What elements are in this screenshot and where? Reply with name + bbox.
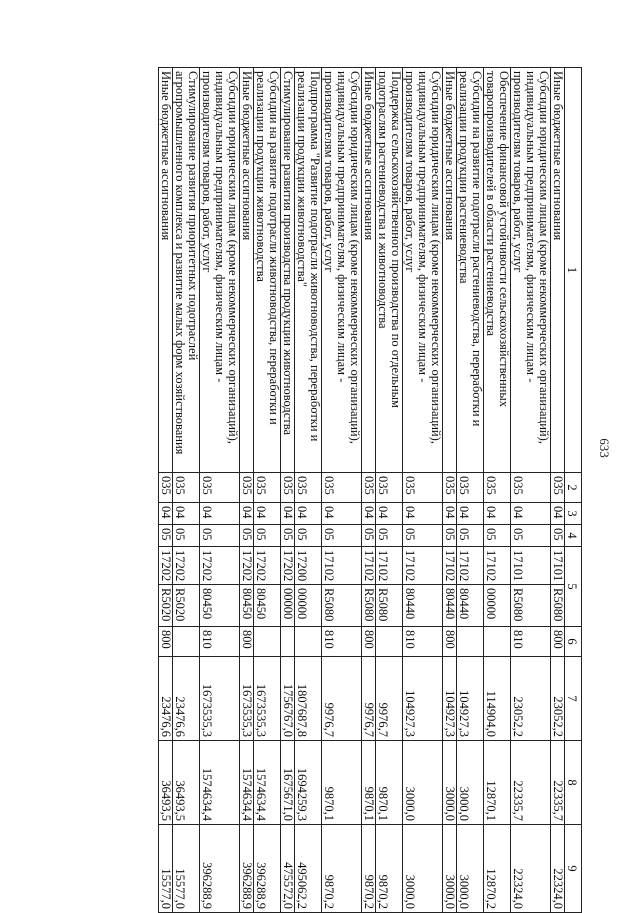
row-name: Субсидии юридическим лицам (кроме некоммерческих организаций), индивидуальным предпринимателям, физическим лицам - производителям товаров, работ, услуг <box>511 68 551 473</box>
row-expense-type <box>254 627 281 657</box>
row-expense-type: 810 <box>200 627 240 657</box>
row-name: Иные бюджетные ассигнования <box>443 68 457 473</box>
row-amount-col7: 104927,3 <box>443 657 457 741</box>
row-amount-col9: 15577,0 <box>173 825 200 913</box>
row-expense-type: 800 <box>240 627 254 657</box>
table-row <box>295 68 322 913</box>
row-amount-col8: 9870,1 <box>362 741 376 825</box>
row-section-code: 04 <box>281 503 295 525</box>
row-subsection-code: 05 <box>295 525 322 547</box>
header-col-5: 5 <box>565 547 582 627</box>
row-expense-type <box>376 627 403 657</box>
row-section-code: 04 <box>551 503 565 525</box>
row-target-article-part2: R5080 <box>551 585 565 627</box>
row-expense-type: 800 <box>551 627 565 657</box>
row-section-code: 04 <box>511 503 551 525</box>
table-row <box>159 68 173 913</box>
row-ministry-code: 035 <box>200 473 240 503</box>
row-amount-col8: 3000,0 <box>443 741 457 825</box>
row-amount-col8: 9870,1 <box>322 741 362 825</box>
table-row <box>281 68 295 913</box>
row-section-code: 04 <box>295 503 322 525</box>
row-name: Обеспечение финансовой устойчивости сельскохозяйственных товаропроизводителей в области растениеводства <box>484 68 511 473</box>
row-ministry-code: 035 <box>511 473 551 503</box>
row-ministry-code: 035 <box>376 473 403 503</box>
row-section-code: 04 <box>443 503 457 525</box>
row-section-code: 04 <box>254 503 281 525</box>
row-subsection-code: 05 <box>362 525 376 547</box>
row-amount-col9: 3000,0 <box>403 825 443 913</box>
row-target-article-part1: 17202 <box>240 547 254 585</box>
row-amount-col8: 36493,5 <box>173 741 200 825</box>
row-amount-col9: 22324,0 <box>551 825 565 913</box>
row-amount-col7: 9976,7 <box>362 657 376 741</box>
rotated-table-wrapper <box>37 67 582 912</box>
row-target-article-part1: 17202 <box>254 547 281 585</box>
row-target-article-part2: R5020 <box>159 585 173 627</box>
table-row <box>457 68 484 913</box>
table-row <box>376 68 403 913</box>
table-row <box>254 68 281 913</box>
row-expense-type: 800 <box>443 627 457 657</box>
row-target-article-part2: 80440 <box>443 585 457 627</box>
table-row <box>511 68 551 913</box>
row-name: Подпрограмма "Развитие подотрасли животноводства, переработки и реализации продукции животноводства" <box>295 68 322 473</box>
row-amount-col7: 1807687,8 <box>295 657 322 741</box>
row-amount-col9: 9870,2 <box>376 825 403 913</box>
row-amount-col9: 495062,2 <box>295 825 322 913</box>
row-expense-type <box>173 627 200 657</box>
row-amount-col7: 1756767,0 <box>281 657 295 741</box>
row-subsection-code: 05 <box>322 525 362 547</box>
table-row <box>443 68 457 913</box>
row-target-article-part2: 80450 <box>200 585 240 627</box>
row-expense-type <box>281 627 295 657</box>
row-amount-col9: 9870,2 <box>362 825 376 913</box>
row-amount-col8: 3000,0 <box>457 741 484 825</box>
row-amount-col9: 396288,9 <box>254 825 281 913</box>
row-target-article-part1: 17102 <box>484 547 511 585</box>
row-target-article-part1: 17102 <box>322 547 362 585</box>
row-name: Субсидии юридическим лицам (кроме некоммерческих организаций), индивидуальным предпринимателям, физическим лицам - производителям товаров, работ, услуг <box>200 68 240 473</box>
table-row <box>173 68 200 913</box>
row-expense-type: 810 <box>322 627 362 657</box>
row-amount-col9: 22324,0 <box>511 825 551 913</box>
row-amount-col7: 23476,6 <box>173 657 200 741</box>
row-ministry-code: 035 <box>281 473 295 503</box>
row-expense-type: 800 <box>362 627 376 657</box>
row-amount-col9: 475572,0 <box>281 825 295 913</box>
row-target-article-part1: 17102 <box>457 547 484 585</box>
row-expense-type <box>295 627 322 657</box>
row-ministry-code: 035 <box>362 473 376 503</box>
row-target-article-part1: 17102 <box>443 547 457 585</box>
row-amount-col8: 1574634,4 <box>254 741 281 825</box>
table-row <box>240 68 254 913</box>
row-expense-type <box>484 627 511 657</box>
row-amount-col9: 396288,9 <box>200 825 240 913</box>
row-target-article-part1: 17102 <box>362 547 376 585</box>
row-subsection-code: 05 <box>254 525 281 547</box>
row-ministry-code: 035 <box>159 473 173 503</box>
row-name: Субсидии юридическим лицам (кроме некоммерческих организаций), индивидуальным предпринимателям, физическим лицам - производителям товаров, работ, услуг <box>403 68 443 473</box>
row-amount-col9: 3000,0 <box>457 825 484 913</box>
row-target-article-part2: R5080 <box>362 585 376 627</box>
row-name: Субсидии на развитие подотрасли животноводства, переработки и реализации продукции животноводства <box>254 68 281 473</box>
row-amount-col8: 12870,1 <box>484 741 511 825</box>
row-amount-col8: 22335,7 <box>511 741 551 825</box>
row-amount-col8: 1675671,0 <box>281 741 295 825</box>
row-ministry-code: 035 <box>322 473 362 503</box>
row-name: Стимулирование развития приоритетных подотраслей агропромышленного комплекса и развитие малых форм хозяйствования <box>173 68 200 473</box>
row-name: Субсидии на развитие подотрасли растениеводства, переработки и реализации продукции растениеводства <box>457 68 484 473</box>
row-amount-col9: 9870,2 <box>322 825 362 913</box>
header-col-3: 3 <box>565 503 582 525</box>
row-amount-col7: 104927,3 <box>403 657 443 741</box>
row-amount-col8: 1574634,4 <box>200 741 240 825</box>
table-body <box>159 68 565 913</box>
row-expense-type: 810 <box>511 627 551 657</box>
row-subsection-code: 05 <box>457 525 484 547</box>
row-amount-col7: 104927,3 <box>457 657 484 741</box>
row-amount-col7: 9976,7 <box>376 657 403 741</box>
row-subsection-code: 05 <box>511 525 551 547</box>
row-amount-col7: 1673535,3 <box>240 657 254 741</box>
row-target-article-part1: 17101 <box>551 547 565 585</box>
row-amount-col9: 12870,2 <box>484 825 511 913</box>
header-col-9: 9 <box>565 825 582 913</box>
row-subsection-code: 05 <box>281 525 295 547</box>
row-amount-col7: 114904,0 <box>484 657 511 741</box>
row-name: Иные бюджетные ассигнования <box>362 68 376 473</box>
row-amount-col7: 23476,6 <box>159 657 173 741</box>
row-amount-col9: 15577,0 <box>159 825 173 913</box>
row-section-code: 04 <box>362 503 376 525</box>
row-target-article-part1: 17202 <box>159 547 173 585</box>
row-section-code: 04 <box>457 503 484 525</box>
row-target-article-part2: R5020 <box>173 585 200 627</box>
table-row <box>322 68 362 913</box>
header-col-6: 6 <box>565 627 582 657</box>
row-name: Субсидии юридическим лицам (кроме некоммерческих организаций), индивидуальным предпринимателям, физическим лицам - производителям товаров, работ, услуг <box>322 68 362 473</box>
row-amount-col8: 1694259,3 <box>295 741 322 825</box>
row-amount-col8: 9870,1 <box>376 741 403 825</box>
row-section-code: 04 <box>240 503 254 525</box>
row-amount-col7: 23052,2 <box>511 657 551 741</box>
row-target-article-part1: 17102 <box>376 547 403 585</box>
header-col-4: 4 <box>565 525 582 547</box>
row-amount-col9: 396288,9 <box>240 825 254 913</box>
table-row <box>362 68 376 913</box>
header-col-8: 8 <box>565 741 582 825</box>
row-ministry-code: 035 <box>551 473 565 503</box>
header-col-1: 1 <box>565 68 582 473</box>
row-target-article-part2: 80450 <box>240 585 254 627</box>
row-target-article-part1: 17101 <box>511 547 551 585</box>
header-col-7: 7 <box>565 657 582 741</box>
row-section-code: 04 <box>173 503 200 525</box>
row-target-article-part2: 80440 <box>403 585 443 627</box>
header-col-2: 2 <box>565 473 582 503</box>
row-amount-col9: 3000,0 <box>443 825 457 913</box>
row-ministry-code: 035 <box>295 473 322 503</box>
header-row <box>565 68 582 913</box>
row-name: Стимулирование развития производства продукции животноводства <box>281 68 295 473</box>
row-amount-col8: 1574634,4 <box>240 741 254 825</box>
row-amount-col8: 3000,0 <box>403 741 443 825</box>
row-section-code: 04 <box>200 503 240 525</box>
row-name: Иные бюджетные ассигнования <box>551 68 565 473</box>
row-subsection-code: 05 <box>240 525 254 547</box>
row-section-code: 04 <box>484 503 511 525</box>
row-target-article-part1: 17202 <box>173 547 200 585</box>
table-row <box>403 68 443 913</box>
row-ministry-code: 035 <box>443 473 457 503</box>
row-expense-type <box>457 627 484 657</box>
row-target-article-part1: 17200 <box>295 547 322 585</box>
row-expense-type: 800 <box>159 627 173 657</box>
row-subsection-code: 05 <box>159 525 173 547</box>
row-ministry-code: 035 <box>173 473 200 503</box>
row-name: Поддержка сельскохозяйственного производства по отдельным подотраслям растениеводства и животноводства <box>376 68 403 473</box>
row-target-article-part2: 00000 <box>295 585 322 627</box>
row-target-article-part1: 17202 <box>281 547 295 585</box>
budget-table <box>158 67 582 913</box>
row-ministry-code: 035 <box>484 473 511 503</box>
table-header <box>565 68 582 913</box>
row-amount-col7: 23052,2 <box>551 657 565 741</box>
row-subsection-code: 05 <box>403 525 443 547</box>
row-name: Иные бюджетные ассигнования <box>240 68 254 473</box>
row-target-article-part2: 80450 <box>254 585 281 627</box>
row-subsection-code: 05 <box>551 525 565 547</box>
row-target-article-part2: R5080 <box>376 585 403 627</box>
row-subsection-code: 05 <box>200 525 240 547</box>
page-number: 633 <box>597 438 612 458</box>
row-ministry-code: 035 <box>403 473 443 503</box>
row-amount-col8: 22335,7 <box>551 741 565 825</box>
row-expense-type: 810 <box>403 627 443 657</box>
row-section-code: 04 <box>322 503 362 525</box>
row-section-code: 04 <box>403 503 443 525</box>
row-section-code: 04 <box>376 503 403 525</box>
row-subsection-code: 05 <box>484 525 511 547</box>
row-target-article-part2: 00000 <box>281 585 295 627</box>
row-target-article-part1: 17102 <box>403 547 443 585</box>
row-target-article-part2: 80440 <box>457 585 484 627</box>
row-subsection-code: 05 <box>173 525 200 547</box>
row-amount-col7: 9976,7 <box>322 657 362 741</box>
row-target-article-part2: R5080 <box>322 585 362 627</box>
row-target-article-part2: R5080 <box>511 585 551 627</box>
row-target-article-part2: 00000 <box>484 585 511 627</box>
table-row <box>200 68 240 913</box>
row-amount-col8: 36493,5 <box>159 741 173 825</box>
row-amount-col7: 1673535,3 <box>254 657 281 741</box>
row-ministry-code: 035 <box>457 473 484 503</box>
row-subsection-code: 05 <box>443 525 457 547</box>
row-amount-col7: 1673535,3 <box>200 657 240 741</box>
row-target-article-part1: 17202 <box>200 547 240 585</box>
row-section-code: 04 <box>159 503 173 525</box>
row-ministry-code: 035 <box>254 473 281 503</box>
row-name: Иные бюджетные ассигнования <box>159 68 173 473</box>
table-row <box>551 68 565 913</box>
row-ministry-code: 035 <box>240 473 254 503</box>
table-row <box>484 68 511 913</box>
row-subsection-code: 05 <box>376 525 403 547</box>
